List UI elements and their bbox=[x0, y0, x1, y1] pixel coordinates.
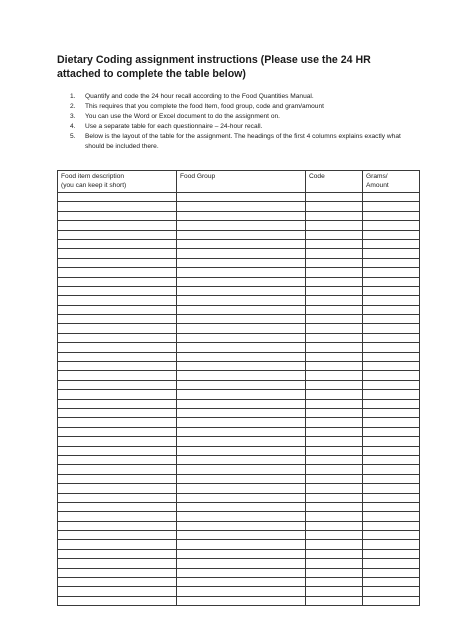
cell-code[interactable] bbox=[306, 268, 363, 277]
cell-code[interactable] bbox=[306, 427, 363, 436]
instruction-number: 4. bbox=[70, 123, 76, 130]
table-row bbox=[58, 371, 420, 380]
cell-grams-amount[interactable] bbox=[363, 221, 420, 230]
table-row bbox=[58, 352, 420, 361]
cell-food-item[interactable] bbox=[58, 202, 177, 211]
header-food-group bbox=[177, 171, 306, 193]
cell-code[interactable] bbox=[306, 512, 363, 521]
cell-code[interactable] bbox=[306, 446, 363, 455]
cell-food-group[interactable] bbox=[177, 239, 306, 248]
cell-food-group[interactable] bbox=[177, 202, 306, 211]
cell-food-item[interactable] bbox=[58, 399, 177, 408]
table-row bbox=[58, 333, 420, 342]
cell-code[interactable] bbox=[306, 474, 363, 483]
instruction-text: This requires that you complete the food Item, food group, code and gram/amount bbox=[85, 103, 324, 110]
cell-food-item[interactable] bbox=[58, 596, 177, 605]
cell-food-item[interactable] bbox=[58, 277, 177, 286]
table-row bbox=[58, 239, 420, 248]
cell-grams-amount[interactable] bbox=[363, 427, 420, 436]
cell-code[interactable] bbox=[306, 380, 363, 389]
cell-code[interactable] bbox=[306, 277, 363, 286]
table-row bbox=[58, 399, 420, 408]
cell-food-item[interactable] bbox=[58, 502, 177, 511]
cell-food-item[interactable] bbox=[58, 587, 177, 596]
instruction-text: You can use the Word or Excel document to do the assignment on. bbox=[85, 113, 281, 120]
table-row bbox=[58, 540, 420, 549]
cell-grams-amount[interactable] bbox=[363, 465, 420, 474]
instruction-number: 3. bbox=[70, 113, 76, 120]
cell-code[interactable] bbox=[306, 540, 363, 549]
cell-code[interactable] bbox=[306, 296, 363, 305]
cell-code[interactable] bbox=[306, 324, 363, 333]
cell-food-group[interactable] bbox=[177, 258, 306, 267]
cell-grams-amount[interactable] bbox=[363, 474, 420, 483]
cell-code[interactable] bbox=[306, 408, 363, 417]
table-row bbox=[58, 258, 420, 267]
cell-grams-amount[interactable] bbox=[363, 324, 420, 333]
cell-food-item[interactable] bbox=[58, 408, 177, 417]
cell-code[interactable] bbox=[306, 305, 363, 314]
cell-food-item[interactable] bbox=[58, 268, 177, 277]
cell-code[interactable] bbox=[306, 568, 363, 577]
cell-grams-amount[interactable] bbox=[363, 352, 420, 361]
cell-food-group[interactable] bbox=[177, 249, 306, 258]
cell-grams-amount[interactable] bbox=[363, 540, 420, 549]
table-row bbox=[58, 437, 420, 446]
cell-food-group[interactable] bbox=[177, 427, 306, 436]
cell-grams-amount[interactable] bbox=[363, 277, 420, 286]
cell-code[interactable] bbox=[306, 193, 363, 202]
cell-code[interactable] bbox=[306, 437, 363, 446]
cell-food-item[interactable] bbox=[58, 258, 177, 267]
cell-food-group[interactable] bbox=[177, 493, 306, 502]
table-row bbox=[58, 578, 420, 587]
table-row bbox=[58, 531, 420, 540]
cell-grams-amount[interactable] bbox=[363, 268, 420, 277]
cell-food-group[interactable] bbox=[177, 465, 306, 474]
table-header-row bbox=[58, 171, 420, 193]
instruction-item bbox=[70, 132, 420, 152]
cell-code[interactable] bbox=[306, 587, 363, 596]
cell-food-group[interactable] bbox=[177, 540, 306, 549]
cell-food-item[interactable] bbox=[58, 568, 177, 577]
table-row bbox=[58, 221, 420, 230]
cell-grams-amount[interactable] bbox=[363, 399, 420, 408]
cell-code[interactable] bbox=[306, 578, 363, 587]
cell-food-item[interactable] bbox=[58, 549, 177, 558]
cell-food-item[interactable] bbox=[58, 343, 177, 352]
cell-food-group[interactable] bbox=[177, 512, 306, 521]
header-line: Code bbox=[309, 173, 325, 180]
cell-food-item[interactable] bbox=[58, 230, 177, 239]
table-body bbox=[58, 193, 420, 606]
cell-food-item[interactable] bbox=[58, 249, 177, 258]
cell-grams-amount[interactable] bbox=[363, 559, 420, 568]
cell-grams-amount[interactable] bbox=[363, 484, 420, 493]
cell-grams-amount[interactable] bbox=[363, 202, 420, 211]
cell-grams-amount[interactable] bbox=[363, 596, 420, 605]
table-row bbox=[58, 446, 420, 455]
cell-food-group[interactable] bbox=[177, 568, 306, 577]
cell-grams-amount[interactable] bbox=[363, 249, 420, 258]
cell-food-group[interactable] bbox=[177, 230, 306, 239]
cell-grams-amount[interactable] bbox=[363, 333, 420, 342]
table-row bbox=[58, 474, 420, 483]
cell-code[interactable] bbox=[306, 484, 363, 493]
table-row bbox=[58, 324, 420, 333]
cell-code[interactable] bbox=[306, 493, 363, 502]
cell-food-item[interactable] bbox=[58, 578, 177, 587]
cell-food-group[interactable] bbox=[177, 455, 306, 464]
cell-food-item[interactable] bbox=[58, 484, 177, 493]
table-row bbox=[58, 193, 420, 202]
cell-food-item[interactable] bbox=[58, 221, 177, 230]
cell-food-group[interactable] bbox=[177, 531, 306, 540]
cell-code[interactable] bbox=[306, 596, 363, 605]
header-line: (you can keep it short) bbox=[61, 182, 127, 189]
cell-food-group[interactable] bbox=[177, 587, 306, 596]
cell-food-group[interactable] bbox=[177, 437, 306, 446]
cell-grams-amount[interactable] bbox=[363, 258, 420, 267]
header-grams-amount bbox=[363, 171, 420, 193]
header-code bbox=[306, 171, 363, 193]
cell-code[interactable] bbox=[306, 559, 363, 568]
table-row bbox=[58, 296, 420, 305]
cell-food-group[interactable] bbox=[177, 352, 306, 361]
cell-code[interactable] bbox=[306, 230, 363, 239]
coding-table bbox=[57, 170, 420, 606]
cell-food-group[interactable] bbox=[177, 549, 306, 558]
cell-food-group[interactable] bbox=[177, 408, 306, 417]
cell-food-item[interactable] bbox=[58, 380, 177, 389]
cell-grams-amount[interactable] bbox=[363, 362, 420, 371]
cell-code[interactable] bbox=[306, 521, 363, 530]
instruction-item bbox=[70, 112, 420, 122]
cell-food-item[interactable] bbox=[58, 333, 177, 342]
table-row bbox=[58, 502, 420, 511]
header-food-item-description bbox=[58, 171, 177, 193]
table-row bbox=[58, 596, 420, 605]
cell-food-item[interactable] bbox=[58, 362, 177, 371]
cell-food-group[interactable] bbox=[177, 484, 306, 493]
table-row bbox=[58, 484, 420, 493]
table-row bbox=[58, 286, 420, 295]
table-row bbox=[58, 512, 420, 521]
cell-food-item[interactable] bbox=[58, 437, 177, 446]
cell-food-item[interactable] bbox=[58, 286, 177, 295]
table-row bbox=[58, 427, 420, 436]
cell-code[interactable] bbox=[306, 465, 363, 474]
cell-food-item[interactable] bbox=[58, 465, 177, 474]
cell-food-group[interactable] bbox=[177, 559, 306, 568]
cell-food-item[interactable] bbox=[58, 324, 177, 333]
cell-grams-amount[interactable] bbox=[363, 230, 420, 239]
table-row bbox=[58, 418, 420, 427]
cell-code[interactable] bbox=[306, 362, 363, 371]
cell-food-group[interactable] bbox=[177, 343, 306, 352]
cell-grams-amount[interactable] bbox=[363, 193, 420, 202]
table-row bbox=[58, 455, 420, 464]
cell-code[interactable] bbox=[306, 418, 363, 427]
cell-grams-amount[interactable] bbox=[363, 521, 420, 530]
cell-grams-amount[interactable] bbox=[363, 408, 420, 417]
cell-grams-amount[interactable] bbox=[363, 568, 420, 577]
table-row bbox=[58, 493, 420, 502]
cell-food-group[interactable] bbox=[177, 315, 306, 324]
cell-food-item[interactable] bbox=[58, 559, 177, 568]
cell-code[interactable] bbox=[306, 315, 363, 324]
cell-grams-amount[interactable] bbox=[363, 578, 420, 587]
cell-food-item[interactable] bbox=[58, 211, 177, 220]
cell-code[interactable] bbox=[306, 549, 363, 558]
table-row bbox=[58, 249, 420, 258]
instruction-item bbox=[70, 92, 420, 102]
cell-code[interactable] bbox=[306, 455, 363, 464]
cell-grams-amount[interactable] bbox=[363, 512, 420, 521]
cell-code[interactable] bbox=[306, 399, 363, 408]
cell-food-group[interactable] bbox=[177, 502, 306, 511]
cell-food-group[interactable] bbox=[177, 286, 306, 295]
cell-grams-amount[interactable] bbox=[363, 371, 420, 380]
cell-grams-amount[interactable] bbox=[363, 493, 420, 502]
table-row bbox=[58, 211, 420, 220]
instruction-number: 2. bbox=[70, 103, 76, 110]
header-line: Amount bbox=[366, 182, 389, 189]
cell-code[interactable] bbox=[306, 352, 363, 361]
cell-food-group[interactable] bbox=[177, 324, 306, 333]
table-row bbox=[58, 390, 420, 399]
cell-code[interactable] bbox=[306, 211, 363, 220]
cell-food-group[interactable] bbox=[177, 596, 306, 605]
cell-code[interactable] bbox=[306, 333, 363, 342]
table-row bbox=[58, 268, 420, 277]
cell-grams-amount[interactable] bbox=[363, 446, 420, 455]
cell-grams-amount[interactable] bbox=[363, 455, 420, 464]
cell-grams-amount[interactable] bbox=[363, 239, 420, 248]
table-row bbox=[58, 362, 420, 371]
cell-food-item[interactable] bbox=[58, 474, 177, 483]
cell-food-item[interactable] bbox=[58, 446, 177, 455]
cell-food-group[interactable] bbox=[177, 371, 306, 380]
cell-code[interactable] bbox=[306, 258, 363, 267]
cell-code[interactable] bbox=[306, 249, 363, 258]
instruction-item bbox=[70, 102, 420, 112]
cell-code[interactable] bbox=[306, 343, 363, 352]
table-row bbox=[58, 465, 420, 474]
cell-grams-amount[interactable] bbox=[363, 305, 420, 314]
cell-code[interactable] bbox=[306, 502, 363, 511]
cell-food-item[interactable] bbox=[58, 427, 177, 436]
cell-grams-amount[interactable] bbox=[363, 437, 420, 446]
cell-code[interactable] bbox=[306, 390, 363, 399]
instruction-item bbox=[70, 122, 420, 132]
table-row bbox=[58, 343, 420, 352]
cell-food-group[interactable] bbox=[177, 333, 306, 342]
cell-food-group[interactable] bbox=[177, 193, 306, 202]
cell-food-item[interactable] bbox=[58, 390, 177, 399]
cell-code[interactable] bbox=[306, 239, 363, 248]
cell-food-item[interactable] bbox=[58, 193, 177, 202]
cell-code[interactable] bbox=[306, 371, 363, 380]
cell-food-item[interactable] bbox=[58, 305, 177, 314]
header-line: Grams/ bbox=[366, 173, 388, 180]
table-row bbox=[58, 315, 420, 324]
table-row bbox=[58, 568, 420, 577]
cell-grams-amount[interactable] bbox=[363, 380, 420, 389]
cell-food-item[interactable] bbox=[58, 531, 177, 540]
table-row bbox=[58, 380, 420, 389]
instruction-text: Quantify and code the 24 hour recall according to the Food Quantities Manual. bbox=[85, 93, 314, 100]
instruction-text: Use a separate table for each questionnaire – 24-hour recall. bbox=[85, 123, 263, 130]
cell-grams-amount[interactable] bbox=[363, 549, 420, 558]
cell-food-item[interactable] bbox=[58, 296, 177, 305]
table-row bbox=[58, 230, 420, 239]
cell-code[interactable] bbox=[306, 531, 363, 540]
cell-food-group[interactable] bbox=[177, 446, 306, 455]
cell-grams-amount[interactable] bbox=[363, 343, 420, 352]
cell-code[interactable] bbox=[306, 286, 363, 295]
cell-food-item[interactable] bbox=[58, 239, 177, 248]
table-row bbox=[58, 408, 420, 417]
document-title: Dietary Coding assignment instructions (Please use the 24 HR attached to complete the table below) bbox=[57, 54, 371, 80]
cell-food-item[interactable] bbox=[58, 455, 177, 464]
cell-grams-amount[interactable] bbox=[363, 211, 420, 220]
header-line: Food item description bbox=[61, 173, 125, 180]
cell-grams-amount[interactable] bbox=[363, 531, 420, 540]
instruction-list bbox=[70, 92, 420, 152]
instruction-number: 1. bbox=[70, 93, 76, 100]
cell-food-group[interactable] bbox=[177, 380, 306, 389]
cell-food-item[interactable] bbox=[58, 315, 177, 324]
cell-food-group[interactable] bbox=[177, 296, 306, 305]
table-row bbox=[58, 305, 420, 314]
instruction-text: Below is the layout of the table for the assignment. The headings of the first 4 columns explains exactly what should be included there. bbox=[85, 133, 401, 150]
cell-food-group[interactable] bbox=[177, 521, 306, 530]
cell-food-group[interactable] bbox=[177, 474, 306, 483]
cell-food-group[interactable] bbox=[177, 211, 306, 220]
cell-food-group[interactable] bbox=[177, 277, 306, 286]
cell-food-group[interactable] bbox=[177, 578, 306, 587]
table-row bbox=[58, 549, 420, 558]
cell-grams-amount[interactable] bbox=[363, 502, 420, 511]
cell-grams-amount[interactable] bbox=[363, 296, 420, 305]
cell-food-group[interactable] bbox=[177, 418, 306, 427]
cell-food-group[interactable] bbox=[177, 268, 306, 277]
cell-food-item[interactable] bbox=[58, 521, 177, 530]
cell-food-group[interactable] bbox=[177, 305, 306, 314]
cell-food-item[interactable] bbox=[58, 512, 177, 521]
cell-food-item[interactable] bbox=[58, 352, 177, 361]
cell-food-item[interactable] bbox=[58, 540, 177, 549]
cell-code[interactable] bbox=[306, 221, 363, 230]
cell-food-item[interactable] bbox=[58, 371, 177, 380]
cell-grams-amount[interactable] bbox=[363, 418, 420, 427]
table-row bbox=[58, 559, 420, 568]
cell-code[interactable] bbox=[306, 202, 363, 211]
cell-grams-amount[interactable] bbox=[363, 587, 420, 596]
instruction-number: 5. bbox=[70, 133, 76, 140]
cell-food-group[interactable] bbox=[177, 399, 306, 408]
cell-food-group[interactable] bbox=[177, 390, 306, 399]
cell-food-item[interactable] bbox=[58, 493, 177, 502]
cell-grams-amount[interactable] bbox=[363, 315, 420, 324]
cell-food-group[interactable] bbox=[177, 362, 306, 371]
table-row bbox=[58, 587, 420, 596]
header-line: Food Group bbox=[180, 173, 216, 180]
cell-food-group[interactable] bbox=[177, 221, 306, 230]
table-row bbox=[58, 521, 420, 530]
table-row bbox=[58, 202, 420, 211]
cell-food-item[interactable] bbox=[58, 418, 177, 427]
cell-grams-amount[interactable] bbox=[363, 286, 420, 295]
cell-grams-amount[interactable] bbox=[363, 390, 420, 399]
table-row bbox=[58, 277, 420, 286]
